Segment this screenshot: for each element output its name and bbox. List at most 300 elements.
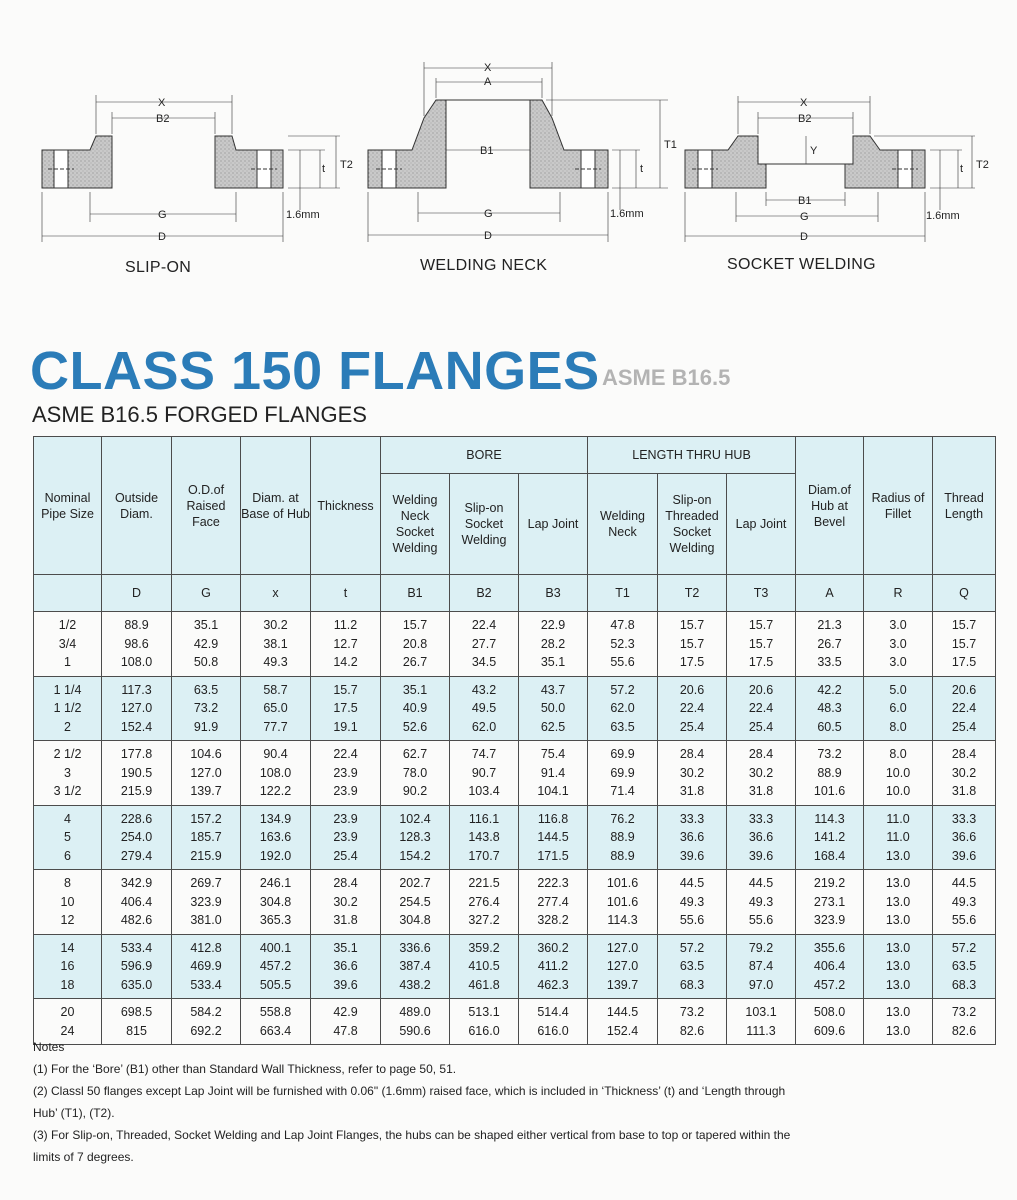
col-header-outside-diam: Outside Diam. xyxy=(102,437,172,575)
dimension-value: 616.0 xyxy=(537,1023,569,1038)
dimension-value: 76.2 xyxy=(610,811,635,826)
nominal-size-value: 4 xyxy=(64,811,71,826)
dimension-value: 15.7 xyxy=(951,636,977,651)
dimension-value: 127.0 xyxy=(606,959,639,973)
welding-neck-t-label: t xyxy=(640,163,644,175)
dimension-value: 117.3 xyxy=(121,682,152,697)
dimension-value: 116.1 xyxy=(468,811,500,826)
dimension-value: 20.8 xyxy=(402,636,428,651)
nominal-size-value: 16 xyxy=(60,959,75,973)
page-subtitle: ASME B16.5 FORGED FLANGES xyxy=(32,402,367,427)
note-3-line-1: (3) For Slip-on, Threaded, Socket Welding and Lap Joint Flanges, the hubs can be shaped either vertical from base to top or tapered within the xyxy=(33,1128,791,1142)
dimension-value: 39.6 xyxy=(951,848,977,863)
table-cell xyxy=(796,676,864,741)
symbol-cell: T1 xyxy=(588,575,658,612)
dimension-value: 55.6 xyxy=(679,913,705,927)
dimension-value: 68.3 xyxy=(951,977,977,992)
dimension-value: 35.1 xyxy=(540,655,566,669)
dimension-value: 273.1 xyxy=(813,894,846,909)
dimension-value: 49.5 xyxy=(471,701,497,715)
dimension-value: 663.4 xyxy=(259,1023,292,1038)
dimension-value: 462.3 xyxy=(537,977,569,992)
dimension-value: 62.0 xyxy=(610,701,635,715)
welding-neck-caption: WELDING NECK xyxy=(420,257,548,274)
dimension-value: 42.2 xyxy=(817,682,842,697)
dimension-value: 111.3 xyxy=(746,1023,776,1038)
dimension-value: 514.4 xyxy=(537,1005,569,1019)
dimension-value: 31.8 xyxy=(951,784,977,798)
table-cell xyxy=(102,676,172,741)
dimension-value: 30.2 xyxy=(748,765,774,780)
nominal-size-value: 24 xyxy=(60,1023,75,1038)
symbol-cell: t xyxy=(311,575,381,612)
dimension-value: 533.4 xyxy=(120,940,153,955)
dimension-value: 20.6 xyxy=(748,682,774,697)
dimension-value: 30.2 xyxy=(679,765,705,780)
dimension-value: 154.2 xyxy=(399,848,431,863)
dimension-value: 15.7 xyxy=(402,618,428,632)
table-cell xyxy=(864,612,933,677)
dimension-value: 17.5 xyxy=(951,655,977,669)
dimension-value: 246.1 xyxy=(259,876,292,890)
dimension-value: 50.8 xyxy=(193,655,219,669)
dimension-value: 73.2 xyxy=(817,747,842,761)
dimension-value: 513.1 xyxy=(468,1005,500,1019)
dimension-value: 101.6 xyxy=(606,876,639,890)
table-cell xyxy=(450,612,519,677)
note-2-line-1: (2) Classl 50 flanges except Lap Joint will be furnished with 0.06" (1.6mm) raised face, which is included in ‘Thickness’ (t) and ‘Length through xyxy=(33,1084,786,1098)
symbol-cell xyxy=(34,575,102,612)
dimension-value: 101.6 xyxy=(813,784,846,798)
dimension-value: 15.7 xyxy=(679,618,705,632)
dimension-value: 49.3 xyxy=(951,894,977,909)
dimension-value: 22.4 xyxy=(951,701,977,715)
table-cell xyxy=(311,805,381,870)
dimension-value: 406.4 xyxy=(120,894,153,909)
dimension-value: 39.6 xyxy=(333,977,358,992)
dimension-value: 328.2 xyxy=(537,913,569,927)
dimension-value: 22.4 xyxy=(333,747,358,761)
table-cell xyxy=(450,870,519,935)
dimension-value: 360.2 xyxy=(537,940,569,955)
dimension-value: 457.2 xyxy=(259,959,292,973)
table-cell xyxy=(727,870,796,935)
dimension-value: 44.5 xyxy=(679,876,705,890)
dimension-value: 279.4 xyxy=(120,848,153,863)
nominal-size-value: 1 xyxy=(64,655,71,669)
table-cell xyxy=(933,805,996,870)
dimension-value: 177.8 xyxy=(120,747,153,761)
dimension-value: 815 xyxy=(126,1023,147,1038)
nominal-size-value: 3 xyxy=(64,765,71,780)
socket-welding-b2-label: B2 xyxy=(798,113,812,125)
group-header-length-thru-hub: LENGTH THRU HUB xyxy=(588,437,796,474)
dimension-value: 74.7 xyxy=(471,747,497,761)
table-cell xyxy=(34,870,102,935)
col-header-thread-length: Thread Length xyxy=(933,437,996,575)
dimension-value: 219.2 xyxy=(813,876,846,890)
symbol-cell: x xyxy=(241,575,311,612)
dimension-value: 42.9 xyxy=(193,636,219,651)
dimension-value: 42.9 xyxy=(333,1005,358,1019)
dimension-value: 47.8 xyxy=(333,1023,358,1038)
dimension-value: 254.0 xyxy=(120,830,153,844)
table-cell xyxy=(381,934,450,999)
dimension-value: 28.2 xyxy=(540,636,566,651)
dimension-value: 15.7 xyxy=(748,636,774,651)
dimension-value: 52.6 xyxy=(402,719,428,734)
nominal-size-value: 18 xyxy=(60,977,75,992)
dimension-value: 33.3 xyxy=(679,811,705,826)
dimension-value: 336.6 xyxy=(399,940,431,955)
col-header-diam-base-hub: Diam. at Base of Hub xyxy=(241,437,311,575)
symbol-cell: T2 xyxy=(658,575,727,612)
table-cell xyxy=(172,870,241,935)
table-cell xyxy=(102,612,172,677)
dimension-value: 35.1 xyxy=(333,940,358,955)
dimension-value: 202.7 xyxy=(399,876,431,890)
dimension-value: 78.0 xyxy=(402,765,428,780)
dimension-value: 23.9 xyxy=(333,765,358,780)
dimension-value: 69.9 xyxy=(610,765,635,780)
dimension-value: 43.7 xyxy=(540,682,566,697)
welding-neck-x-label: X xyxy=(484,62,492,74)
dimension-value: 49.3 xyxy=(748,894,774,909)
table-cell xyxy=(241,805,311,870)
dimension-value: 412.8 xyxy=(190,940,222,955)
dimension-value: 19.1 xyxy=(333,719,358,734)
dimension-value: 221.5 xyxy=(468,876,500,890)
dimension-value: 25.4 xyxy=(951,719,977,734)
dimension-value: 33.5 xyxy=(817,655,842,669)
table-cell xyxy=(34,612,102,677)
welding-neck-d-label: D xyxy=(484,230,492,242)
table-cell xyxy=(241,934,311,999)
dimension-value: 13.0 xyxy=(885,940,911,955)
table-cell xyxy=(727,612,796,677)
dimension-value: 22.9 xyxy=(540,618,566,632)
dimension-value: 152.4 xyxy=(120,719,153,734)
symbol-row xyxy=(34,575,996,612)
dimension-value: 6.0 xyxy=(889,701,907,715)
table-cell xyxy=(172,934,241,999)
dimension-value: 26.7 xyxy=(817,636,842,651)
dimension-value: 36.6 xyxy=(951,830,977,844)
table-cell xyxy=(241,741,311,806)
table-cell xyxy=(34,805,102,870)
dimension-value: 10.0 xyxy=(885,784,911,798)
table-cell xyxy=(311,870,381,935)
nominal-size-value: 5 xyxy=(64,830,71,844)
slip-on-t-label: t xyxy=(322,163,326,175)
dimension-value: 22.4 xyxy=(471,618,497,632)
dimension-value: 28.4 xyxy=(333,876,358,890)
dimension-value: 40.9 xyxy=(402,701,428,715)
dimension-value: 82.6 xyxy=(951,1023,977,1038)
table-cell xyxy=(658,934,727,999)
dimension-value: 98.6 xyxy=(124,636,149,651)
socket-welding-t-label: t xyxy=(960,163,964,175)
table-cell xyxy=(381,676,450,741)
table-row xyxy=(34,870,996,935)
dimension-value: 30.2 xyxy=(951,765,977,780)
table-cell xyxy=(727,676,796,741)
dimension-value: 323.9 xyxy=(813,913,846,927)
dimension-value: 104.6 xyxy=(190,747,222,761)
table-cell xyxy=(450,934,519,999)
table-cell xyxy=(796,870,864,935)
dimension-value: 8.0 xyxy=(889,747,907,761)
dimension-value: 15.7 xyxy=(748,618,774,632)
dimension-value: 23.9 xyxy=(333,830,358,844)
dimension-value: 304.8 xyxy=(399,913,431,927)
dimension-value: 13.0 xyxy=(885,959,911,973)
dimension-value: 410.5 xyxy=(468,959,500,973)
symbol-cell: R xyxy=(864,575,933,612)
dimension-value: 13.0 xyxy=(885,894,911,909)
socket-welding-b1-label: B1 xyxy=(798,195,812,207)
socket-welding-d-label: D xyxy=(800,231,808,243)
dimension-value: 596.9 xyxy=(120,959,153,973)
dimension-value: 28.4 xyxy=(748,747,774,761)
dimension-value: 143.8 xyxy=(468,830,500,844)
dimension-value: 127.0 xyxy=(190,765,222,780)
dimension-value: 73.2 xyxy=(951,1005,977,1019)
table-cell xyxy=(658,741,727,806)
dimension-value: 33.3 xyxy=(951,811,977,826)
dimension-value: 387.4 xyxy=(399,959,431,973)
dimension-value: 228.6 xyxy=(120,811,153,826)
table-cell xyxy=(311,676,381,741)
socket-welding-y-label: Y xyxy=(810,145,818,157)
nominal-size-value: 8 xyxy=(64,876,71,890)
socket-welding-x-label: X xyxy=(800,97,808,109)
dimension-value: 69.9 xyxy=(610,747,635,761)
dimension-value: 17.5 xyxy=(748,655,774,669)
notes-section xyxy=(33,1036,933,1168)
dimension-value: 15.7 xyxy=(679,636,705,651)
dimension-value: 63.5 xyxy=(193,682,219,697)
dimension-value: 17.5 xyxy=(333,701,358,715)
table-cell xyxy=(519,934,588,999)
nominal-size-value: 1 1/2 xyxy=(53,701,82,715)
dimension-value: 11.2 xyxy=(333,618,358,632)
dimension-value: 192.0 xyxy=(259,848,292,863)
dimension-value: 44.5 xyxy=(748,876,774,890)
dimension-value: 90.2 xyxy=(402,784,428,798)
dimension-value: 43.2 xyxy=(471,682,497,697)
dimension-value: 63.5 xyxy=(951,959,977,973)
nominal-size-value: 3/4 xyxy=(58,636,77,651)
table-cell xyxy=(933,999,996,1045)
dimension-value: 91.4 xyxy=(540,765,566,780)
dimension-value: 127.0 xyxy=(120,701,153,715)
symbol-cell: B2 xyxy=(450,575,519,612)
table-cell xyxy=(34,676,102,741)
col-header-bore-lap-joint: Lap Joint xyxy=(519,474,588,575)
col-header-bore-welding-neck: Welding Neck Socket Welding xyxy=(381,474,450,575)
table-cell xyxy=(727,741,796,806)
slip-on-x-label: X xyxy=(158,97,166,109)
table-cell xyxy=(311,741,381,806)
table-cell xyxy=(381,612,450,677)
dimension-value: 185.7 xyxy=(190,830,222,844)
dimension-value: 127.0 xyxy=(606,940,639,955)
dimension-value: 48.3 xyxy=(817,701,842,715)
dimension-value: 103.1 xyxy=(745,1005,777,1019)
table-cell xyxy=(933,676,996,741)
dimension-value: 26.7 xyxy=(402,655,428,669)
dimension-value: 68.3 xyxy=(679,977,705,992)
dimension-value: 22.4 xyxy=(748,701,774,715)
table-cell xyxy=(658,676,727,741)
dimension-value: 73.2 xyxy=(193,701,219,715)
table-cell xyxy=(172,676,241,741)
dimension-value: 27.7 xyxy=(471,636,497,651)
dimension-value: 163.6 xyxy=(259,830,292,844)
dimension-value: 139.7 xyxy=(190,784,222,798)
dimension-value: 49.3 xyxy=(263,655,288,669)
table-cell xyxy=(450,676,519,741)
dimension-value: 52.3 xyxy=(610,636,635,651)
symbol-cell: B3 xyxy=(519,575,588,612)
dimension-value: 87.4 xyxy=(748,959,774,973)
symbol-cell: G xyxy=(172,575,241,612)
dimension-value: 590.6 xyxy=(399,1023,431,1038)
dimension-value: 104.1 xyxy=(537,784,569,798)
dimension-value: 13.0 xyxy=(885,848,911,863)
dimension-value: 616.0 xyxy=(468,1023,500,1038)
dimension-value: 168.4 xyxy=(813,848,846,863)
dimension-value: 20.6 xyxy=(679,682,705,697)
table-row xyxy=(34,676,996,741)
table-cell xyxy=(450,741,519,806)
dimension-value: 63.5 xyxy=(679,959,705,973)
col-header-length-welding-neck: Welding Neck xyxy=(588,474,658,575)
welding-neck-t1-label: T1 xyxy=(664,139,677,151)
socket-welding-raised-label: 1.6mm xyxy=(926,210,960,222)
dimension-value: 39.6 xyxy=(679,848,705,863)
col-header-radius-fillet: Radius of Fillet xyxy=(864,437,933,575)
dimension-value: 88.9 xyxy=(610,830,635,844)
table-cell xyxy=(796,741,864,806)
dimension-value: 75.4 xyxy=(540,747,566,761)
dimension-value: 31.8 xyxy=(333,913,358,927)
dimension-value: 73.2 xyxy=(679,1005,705,1019)
symbol-cell: B1 xyxy=(381,575,450,612)
socket-welding-caption: SOCKET WELDING xyxy=(727,256,876,273)
dimension-value: 39.6 xyxy=(748,848,774,863)
standard-label: ASME B16.5 xyxy=(602,365,731,390)
dimension-value: 38.1 xyxy=(263,636,288,651)
table-cell xyxy=(588,741,658,806)
dimension-value: 342.9 xyxy=(120,876,153,890)
dimension-value: 17.5 xyxy=(679,655,705,669)
slip-on-caption: SLIP-ON xyxy=(125,259,192,276)
dimension-value: 49.3 xyxy=(679,894,705,909)
dimension-value: 635.0 xyxy=(120,977,153,992)
dimension-value: 23.9 xyxy=(333,784,358,798)
dimension-value: 103.4 xyxy=(468,784,500,798)
dimension-value: 533.4 xyxy=(190,977,222,992)
welding-neck-g-label: G xyxy=(484,208,493,220)
dimension-value: 88.9 xyxy=(124,618,149,632)
dimension-value: 114.3 xyxy=(814,811,845,826)
table-cell xyxy=(796,934,864,999)
table-cell xyxy=(727,805,796,870)
table-cell xyxy=(381,805,450,870)
dimension-value: 25.4 xyxy=(679,719,705,734)
dimension-value: 33.3 xyxy=(748,811,774,826)
welding-neck-b1-label: B1 xyxy=(480,145,494,157)
table-cell xyxy=(172,741,241,806)
table-cell xyxy=(864,805,933,870)
dimension-value: 101.6 xyxy=(606,894,639,909)
dimension-value: 47.8 xyxy=(610,618,635,632)
table-row xyxy=(34,934,996,999)
dimension-value: 13.0 xyxy=(885,1005,911,1019)
dimension-value: 62.0 xyxy=(471,719,497,734)
dimension-value: 171.5 xyxy=(537,848,569,863)
dimension-value: 65.0 xyxy=(263,701,288,715)
dimension-value: 15.7 xyxy=(333,682,358,697)
dimension-value: 411.2 xyxy=(537,959,569,973)
table-cell xyxy=(519,676,588,741)
dimension-value: 58.7 xyxy=(263,682,288,697)
dimension-value: 692.2 xyxy=(190,1023,222,1038)
dimension-value: 698.5 xyxy=(120,1005,153,1019)
dimension-value: 60.5 xyxy=(817,719,842,734)
dimension-value: 3.0 xyxy=(889,655,907,669)
dimension-value: 25.4 xyxy=(333,848,358,863)
dimension-value: 62.5 xyxy=(540,719,566,734)
dimension-value: 406.4 xyxy=(813,959,846,973)
nominal-size-value: 3 1/2 xyxy=(53,784,82,798)
symbol-cell: A xyxy=(796,575,864,612)
dimension-value: 88.9 xyxy=(610,848,635,863)
dimension-value: 13.0 xyxy=(885,913,911,927)
nominal-size-value: 2 xyxy=(64,719,71,734)
dimension-value: 215.9 xyxy=(190,848,222,863)
note-2-line-2: Hub’ (T1), (T2). xyxy=(33,1106,115,1120)
table-cell xyxy=(588,870,658,935)
dimension-value: 13.0 xyxy=(885,876,911,890)
dimension-value: 13.0 xyxy=(885,977,911,992)
dimension-value: 222.3 xyxy=(537,876,569,890)
dimension-value: 30.2 xyxy=(263,618,288,632)
dimension-value: 79.2 xyxy=(748,940,774,955)
welding-neck-a-label: A xyxy=(484,76,492,88)
slip-on-b2-label: B2 xyxy=(156,113,170,125)
table-cell xyxy=(658,805,727,870)
dimension-value: 102.4 xyxy=(399,811,431,826)
symbol-cell: D xyxy=(102,575,172,612)
table-cell xyxy=(933,612,996,677)
notes-heading: Notes xyxy=(33,1040,65,1054)
dimension-value: 122.2 xyxy=(259,784,292,798)
dimension-value: 11.0 xyxy=(886,811,910,826)
table-cell xyxy=(588,612,658,677)
table-row xyxy=(34,741,996,806)
dimension-value: 144.5 xyxy=(606,1005,639,1019)
dimension-value: 31.8 xyxy=(679,784,705,798)
dimension-value: 139.7 xyxy=(606,977,639,992)
socket-welding-t2-label: T2 xyxy=(976,159,989,171)
dimension-value: 28.4 xyxy=(951,747,977,761)
col-header-od-raised-face: O.D.of Raised Face xyxy=(172,437,241,575)
dimension-value: 108.0 xyxy=(259,765,292,780)
dimension-value: 359.2 xyxy=(468,940,500,955)
